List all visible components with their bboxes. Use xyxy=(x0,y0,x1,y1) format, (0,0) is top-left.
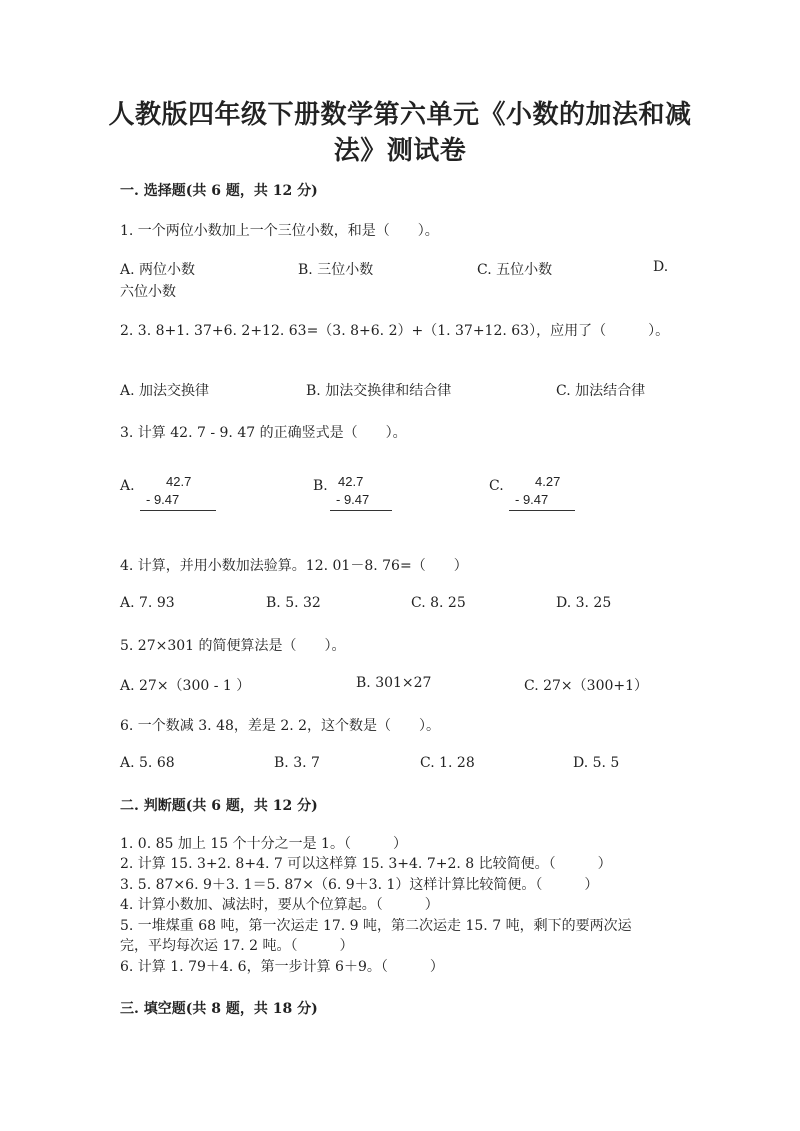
vertical-top-number: 4.27 xyxy=(535,474,561,489)
vertical-underline xyxy=(140,510,216,511)
judge-item-6: 6. 计算 1. 79＋4. 6，第一步计算 6＋9。（ ） xyxy=(120,959,444,975)
question-1-stem: 1. 一个两位小数加上一个三位小数，和是（ ）。 xyxy=(120,223,439,239)
question-3-option-a-label[interactable]: A. xyxy=(120,478,135,494)
title-line-1: 人教版四年级下册数学第六单元《小数的加法和减 xyxy=(108,100,692,130)
vertical-bottom-number: - 9.47 xyxy=(336,492,370,507)
vertical-underline xyxy=(509,510,575,511)
question-3-option-b-vertical-calc[interactable] xyxy=(330,474,392,514)
question-2-option-b[interactable]: B. 加法交换律和结合律 xyxy=(306,383,452,399)
question-6-option-d[interactable]: D. 5. 5 xyxy=(573,755,620,771)
question-3-option-c-vertical-calc[interactable] xyxy=(509,474,575,514)
question-1-option-d-text[interactable]: 六位小数 xyxy=(120,284,176,300)
section-heading-choice: 一. 选择题(共 6 题，共 12 分) xyxy=(120,183,318,199)
question-5-option-b[interactable]: B. 301×27 xyxy=(356,675,432,691)
judge-item-4: 4. 计算小数加、减法时，要从个位算起。（ ） xyxy=(120,897,439,913)
question-1-option-b[interactable]: B. 三位小数 xyxy=(298,262,374,278)
judge-item-3: 3. 5. 87×6. 9＋3. 1＝5. 87×（6. 9＋3. 1）这样计算比较简便。（ ） xyxy=(120,877,599,893)
question-6-option-b[interactable]: B. 3. 7 xyxy=(274,755,320,771)
question-4-option-d[interactable]: D. 3. 25 xyxy=(556,595,612,611)
question-2-option-c[interactable]: C. 加法结合律 xyxy=(556,383,646,399)
section-heading-judge: 二. 判断题(共 6 题，共 12 分) xyxy=(120,798,318,814)
question-1-option-c[interactable]: C. 五位小数 xyxy=(477,262,553,278)
question-1-option-d-label[interactable]: D. xyxy=(653,259,669,275)
question-2-option-a[interactable]: A. 加法交换律 xyxy=(120,383,210,399)
vertical-top-number: 42.7 xyxy=(338,474,364,489)
question-3-stem: 3. 计算 42. 7 - 9. 47 的正确竖式是（ ）。 xyxy=(120,425,407,441)
judge-item-5-line-1: 5. 一堆煤重 68 吨，第一次运走 17. 9 吨，第二次运走 15. 7 吨，剩下的要两次运 xyxy=(120,918,632,934)
title-line-2: 法》测试卷 xyxy=(333,136,467,166)
vertical-bottom-number: - 9.47 xyxy=(146,492,180,507)
question-2-stem: 2. 3. 8+1. 37+6. 2+12. 63=（3. 8+6. 2）+（1. 37+12. 63），应用了（ ）。 xyxy=(120,323,670,339)
judge-item-1: 1. 0. 85 加上 15 个十分之一是 1。（ ） xyxy=(120,836,407,852)
question-3-option-c-label[interactable]: C. xyxy=(489,478,504,494)
question-3-option-a-vertical-calc[interactable] xyxy=(140,474,216,514)
question-1-option-a[interactable]: A. 两位小数 xyxy=(120,262,196,278)
section-heading-fill: 三. 填空题(共 8 题，共 18 分) xyxy=(120,1001,318,1017)
vertical-underline xyxy=(330,510,392,511)
question-4-option-a[interactable]: A. 7. 93 xyxy=(120,595,175,611)
question-4-option-c[interactable]: C. 8. 25 xyxy=(411,595,466,611)
vertical-bottom-number: - 9.47 xyxy=(515,492,549,507)
question-3-option-b-label[interactable]: B. xyxy=(313,478,328,494)
question-4-stem: 4. 计算，并用小数加法验算。12. 01－8. 76=（ ） xyxy=(120,558,468,574)
question-4-option-b[interactable]: B. 5. 32 xyxy=(266,595,321,611)
question-6-option-c[interactable]: C. 1. 28 xyxy=(420,755,475,771)
question-6-stem: 6. 一个数减 3. 48，差是 2. 2，这个数是（ ）。 xyxy=(120,718,441,734)
judge-item-2: 2. 计算 15. 3+2. 8+4. 7 可以这样算 15. 3+4. 7+2. 8 比较简便。（ ） xyxy=(120,856,612,872)
question-5-option-c[interactable]: C. 27×（300+1） xyxy=(524,678,649,694)
question-6-option-a[interactable]: A. 5. 68 xyxy=(120,755,175,771)
vertical-top-number: 42.7 xyxy=(166,474,192,489)
document-title xyxy=(100,97,700,169)
judge-item-5-line-2: 完，平均每次运 17. 2 吨。（ ） xyxy=(120,938,354,954)
question-5-stem: 5. 27×301 的简便算法是（ ）。 xyxy=(120,638,346,654)
question-5-option-a[interactable]: A. 27×（300 - 1 ） xyxy=(120,678,251,694)
